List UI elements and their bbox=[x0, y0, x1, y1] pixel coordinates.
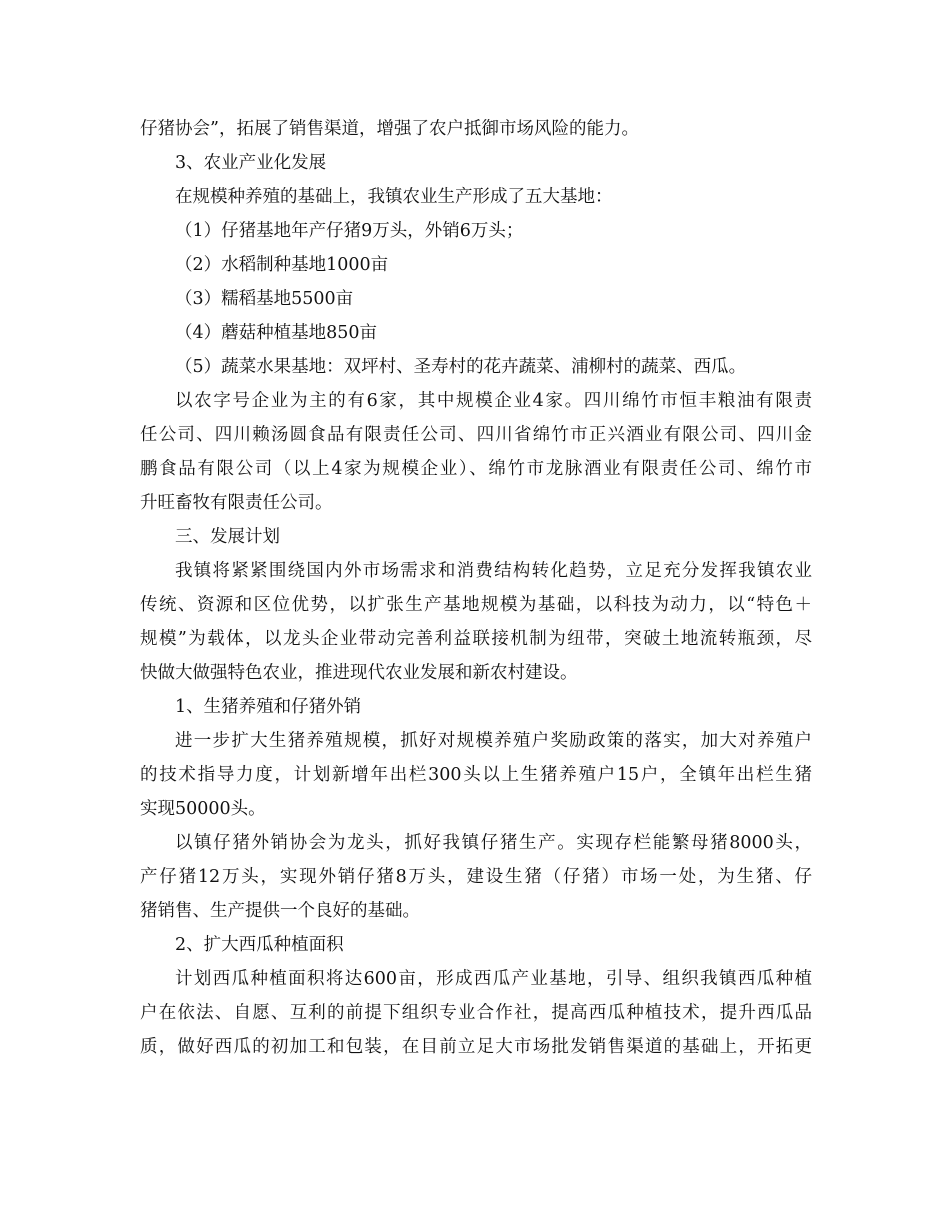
list-item: （3）糯稻基地5500亩 bbox=[175, 289, 354, 309]
list-item: （1）仔猪基地年产仔猪9万头，外销6万头； bbox=[175, 221, 524, 241]
paragraph-line: 计划西瓜种植面积将达600亩，形成西瓜产业基地，引导、组织我镇西瓜种植 bbox=[175, 969, 812, 989]
paragraph-line: 产仔猪12万头，实现外销仔猪8万头，建设生猪（仔猪）市场一处，为生猪、仔 bbox=[140, 867, 812, 887]
list-item: （5）蔬菜水果基地：双坪村、圣寿村的花卉蔬菜、浦柳村的蔬菜、西瓜。 bbox=[175, 357, 747, 377]
paragraph-line: 在规模种养殖的基础上，我镇农业生产形成了五大基地： bbox=[175, 187, 613, 207]
paragraph-line: 以农字号企业为主的有6家，其中规模企业4家。四川绵竹市恒丰粮油有限责 bbox=[175, 391, 812, 411]
paragraph-line: 传统、资源和区位优势，以扩张生产基地规模为基础，以科技为动力，以“特色＋ bbox=[140, 595, 812, 615]
paragraph-line: 户在依法、自愿、互利的前提下组织专业合作社，提高西瓜种植技术，提升西瓜品 bbox=[140, 1003, 812, 1023]
paragraph-line: 任公司、四川赖汤圆食品有限责任公司、四川省绵竹市正兴酒业有限公司、四川金 bbox=[140, 425, 812, 445]
paragraph-line: 升旺畜牧有限责任公司。 bbox=[140, 493, 333, 513]
paragraph-line: 质，做好西瓜的初加工和包装，在目前立足大市场批发销售渠道的基础上，开拓更 bbox=[140, 1037, 812, 1057]
paragraph-line: 仔猪协会”，拓展了销售渠道，增强了农户抵御市场风险的能力。 bbox=[140, 119, 639, 139]
paragraph-line: 我镇将紧紧围绕国内外市场需求和消费结构转化趋势，立足充分发挥我镇农业 bbox=[175, 561, 812, 581]
paragraph-line: 快做大做强特色农业，推进现代农业发展和新农村建设。 bbox=[140, 663, 578, 683]
paragraph-line: 规模”为载体，以龙头企业带动完善利益联接机制为纽带，突破土地流转瓶颈，尽 bbox=[140, 629, 812, 649]
list-item: （2）水稻制种基地1000亩 bbox=[175, 255, 389, 275]
paragraph-line: 鹏食品有限公司（以上4家为规模企业）、绵竹市龙脉酒业有限责任公司、绵竹市 bbox=[140, 459, 812, 479]
list-item: （4）蘑菇种植基地850亩 bbox=[175, 323, 378, 343]
section-heading: 3、农业产业化发展 bbox=[175, 153, 327, 173]
paragraph-line: 猪销售、生产提供一个良好的基础。 bbox=[140, 901, 420, 921]
section-heading: 2、扩大西瓜种植面积 bbox=[175, 935, 344, 955]
paragraph-line: 实现50000头。 bbox=[140, 799, 266, 819]
section-heading: 三、发展计划 bbox=[175, 527, 280, 547]
paragraph-line: 的技术指导力度，计划新增年出栏300头以上生猪养殖户15户，全镇年出栏生猪 bbox=[140, 765, 812, 785]
paragraph-line: 进一步扩大生猪养殖规模，抓好对规模养殖户奖励政策的落实，加大对养殖户 bbox=[175, 731, 812, 751]
paragraph-line: 以镇仔猪外销协会为龙头，抓好我镇仔猪生产。实现存栏能繁母猪8000头， bbox=[175, 833, 812, 853]
document-body bbox=[140, 112, 812, 1064]
section-heading: 1、生猪养殖和仔猪外销 bbox=[175, 697, 362, 717]
